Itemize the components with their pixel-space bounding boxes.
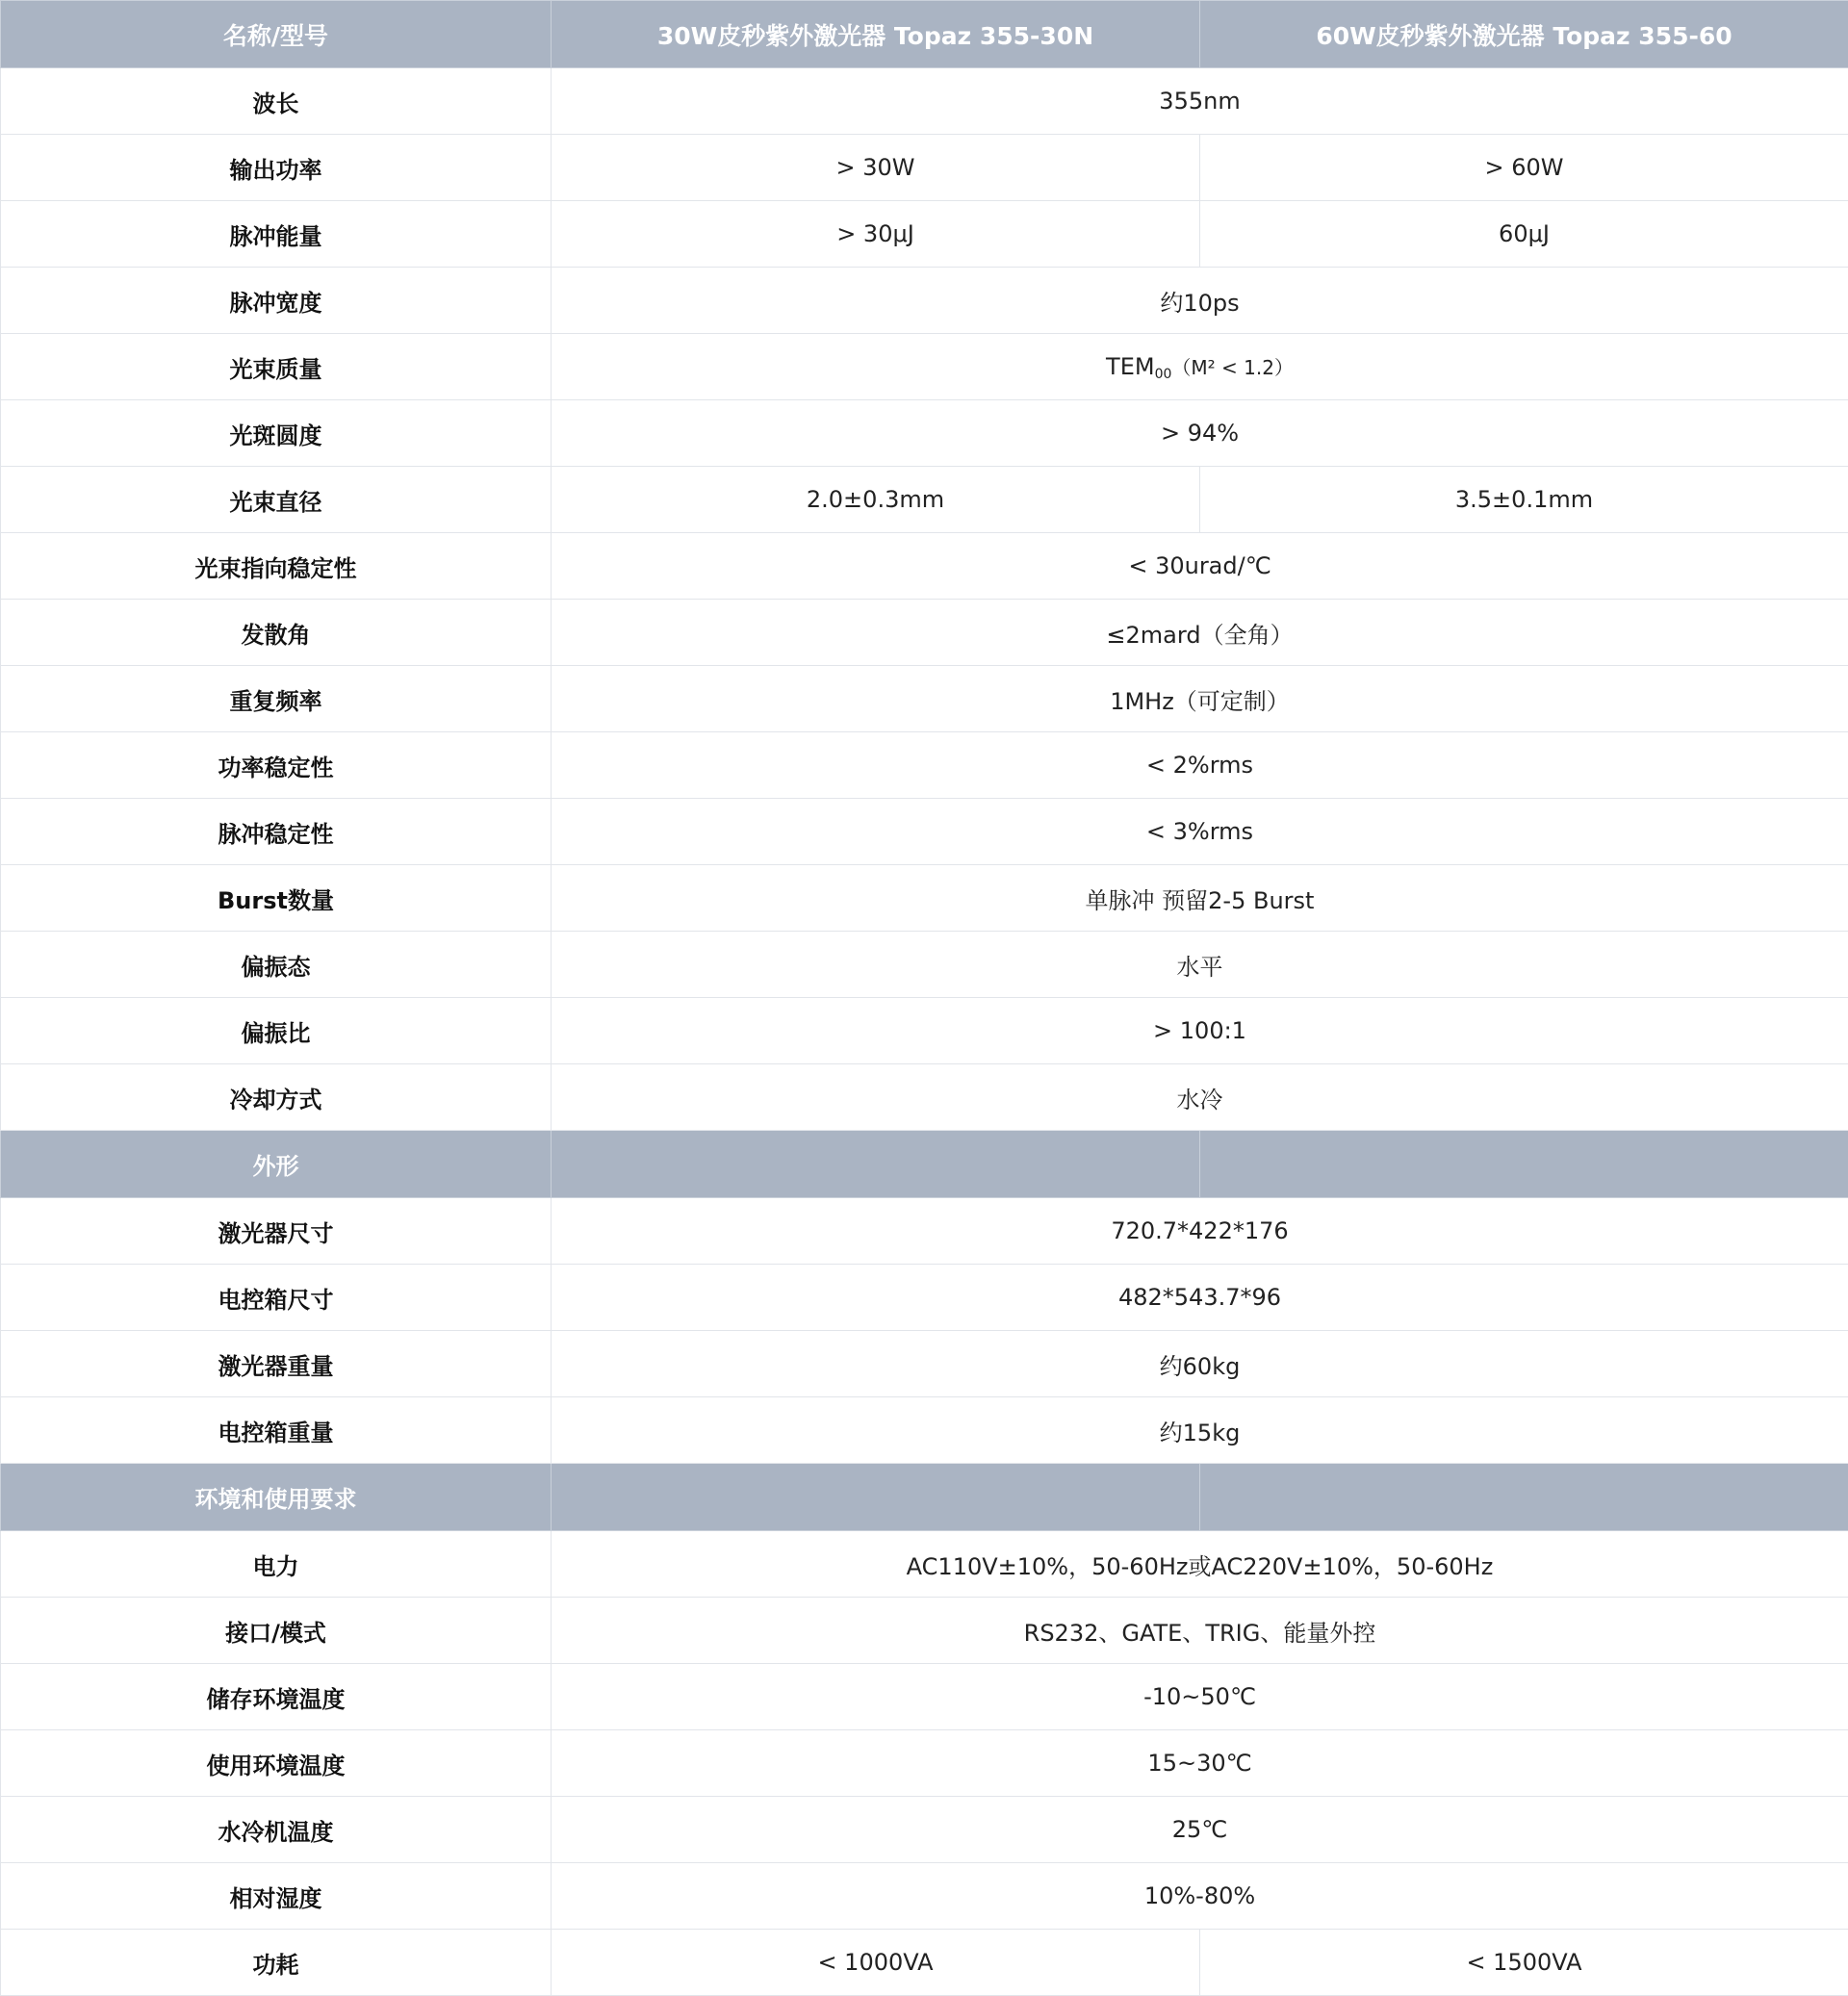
row-value: 约15kg <box>552 1397 1848 1464</box>
row-value-30w: > 30W <box>552 135 1200 201</box>
row-label: 发散角 <box>1 600 552 666</box>
table-row <box>1 1265 1848 1331</box>
row-label: 激光器尺寸 <box>1 1198 552 1265</box>
row-value: < 3%rms <box>552 799 1848 865</box>
header-model-60w: 60W皮秒紫外激光器 Topaz 355-60 <box>1200 1 1848 68</box>
row-label: 激光器重量 <box>1 1331 552 1397</box>
row-value-60w: > 60W <box>1200 135 1848 201</box>
row-label: 脉冲能量 <box>1 201 552 268</box>
row-label: Burst数量 <box>1 865 552 932</box>
row-value: > 100:1 <box>552 998 1848 1064</box>
section-header-row <box>1 1131 1848 1198</box>
section-env-title: 环境和使用要求 <box>1 1464 552 1531</box>
row-value: 15~30℃ <box>552 1730 1848 1797</box>
table-row <box>1 1863 1848 1930</box>
row-value-60w: < 1500VA <box>1200 1930 1848 1996</box>
row-label: 输出功率 <box>1 135 552 201</box>
row-value-30w: 2.0±0.3mm <box>552 467 1200 533</box>
row-value: 1MHz（可定制） <box>552 666 1848 732</box>
table-row <box>1 600 1848 666</box>
table-row <box>1 1598 1848 1664</box>
row-label: 光束质量 <box>1 334 552 400</box>
row-value: 355nm <box>552 68 1848 135</box>
table-row <box>1 135 1848 201</box>
row-label: 功率稳定性 <box>1 732 552 799</box>
row-label: 偏振比 <box>1 998 552 1064</box>
row-label: 重复频率 <box>1 666 552 732</box>
section-empty-cell <box>552 1464 1200 1531</box>
table-row <box>1 268 1848 334</box>
row-value-30w: < 1000VA <box>552 1930 1200 1996</box>
row-label: 功耗 <box>1 1930 552 1996</box>
table-row <box>1 400 1848 467</box>
section-header-row <box>1 1464 1848 1531</box>
row-value: 约10ps <box>552 268 1848 334</box>
beam-quality-rest: （M² < 1.2） <box>1171 356 1294 379</box>
table-row <box>1 533 1848 600</box>
row-value: 单脉冲 预留2-5 Burst <box>552 865 1848 932</box>
table-row <box>1 732 1848 799</box>
table-row <box>1 865 1848 932</box>
row-value-60w: 60μJ <box>1200 201 1848 268</box>
row-value: 水冷 <box>552 1064 1848 1131</box>
row-label: 接口/模式 <box>1 1598 552 1664</box>
row-label: 光束指向稳定性 <box>1 533 552 600</box>
row-label: 使用环境温度 <box>1 1730 552 1797</box>
row-label: 脉冲宽度 <box>1 268 552 334</box>
table-row <box>1 799 1848 865</box>
section-shape-title: 外形 <box>1 1131 552 1198</box>
row-value: ≤2mard（全角） <box>552 600 1848 666</box>
table-row <box>1 1198 1848 1265</box>
row-label: 电控箱尺寸 <box>1 1265 552 1331</box>
row-value <box>552 334 1848 400</box>
row-label: 电控箱重量 <box>1 1397 552 1464</box>
row-value: RS232、GATE、TRIG、能量外控 <box>552 1598 1848 1664</box>
table-row <box>1 1930 1848 1996</box>
row-label: 波长 <box>1 68 552 135</box>
table-row <box>1 1730 1848 1797</box>
row-label: 冷却方式 <box>1 1064 552 1131</box>
row-label: 光束直径 <box>1 467 552 533</box>
beam-quality-subscript: 00 <box>1155 367 1172 382</box>
row-value: -10~50℃ <box>552 1664 1848 1730</box>
row-label: 相对湿度 <box>1 1863 552 1930</box>
row-value-30w: > 30μJ <box>552 201 1200 268</box>
row-label: 水冷机温度 <box>1 1797 552 1863</box>
table-row <box>1 1664 1848 1730</box>
section-empty-cell <box>552 1131 1200 1198</box>
header-label: 名称/型号 <box>1 1 552 68</box>
section-empty-cell <box>1200 1464 1848 1531</box>
row-label: 光斑圆度 <box>1 400 552 467</box>
row-value: 水平 <box>552 932 1848 998</box>
beam-quality-main: TEM <box>1106 353 1155 380</box>
row-value: AC110V±10%，50-60Hz或AC220V±10%，50-60Hz <box>552 1531 1848 1598</box>
table-row <box>1 1531 1848 1598</box>
table-header-row <box>1 1 1848 68</box>
row-value: 482*543.7*96 <box>552 1265 1848 1331</box>
table-row <box>1 201 1848 268</box>
row-label: 偏振态 <box>1 932 552 998</box>
row-label: 电力 <box>1 1531 552 1598</box>
table-row <box>1 467 1848 533</box>
section-empty-cell <box>1200 1131 1848 1198</box>
row-value: < 2%rms <box>552 732 1848 799</box>
header-model-30w: 30W皮秒紫外激光器 Topaz 355-30N <box>552 1 1200 68</box>
row-label: 脉冲稳定性 <box>1 799 552 865</box>
row-value: 约60kg <box>552 1331 1848 1397</box>
row-value: < 30urad/℃ <box>552 533 1848 600</box>
row-value: > 94% <box>552 400 1848 467</box>
row-label: 储存环境温度 <box>1 1664 552 1730</box>
table-row <box>1 932 1848 998</box>
table-row <box>1 666 1848 732</box>
row-value: 25℃ <box>552 1797 1848 1863</box>
row-value-60w: 3.5±0.1mm <box>1200 467 1848 533</box>
table-row <box>1 1331 1848 1397</box>
table-row <box>1 1797 1848 1863</box>
table-row <box>1 1397 1848 1464</box>
table-row <box>1 1064 1848 1131</box>
row-value: 720.7*422*176 <box>552 1198 1848 1265</box>
table-row <box>1 68 1848 135</box>
table-row <box>1 998 1848 1064</box>
table-row <box>1 334 1848 400</box>
row-value: 10%-80% <box>552 1863 1848 1930</box>
